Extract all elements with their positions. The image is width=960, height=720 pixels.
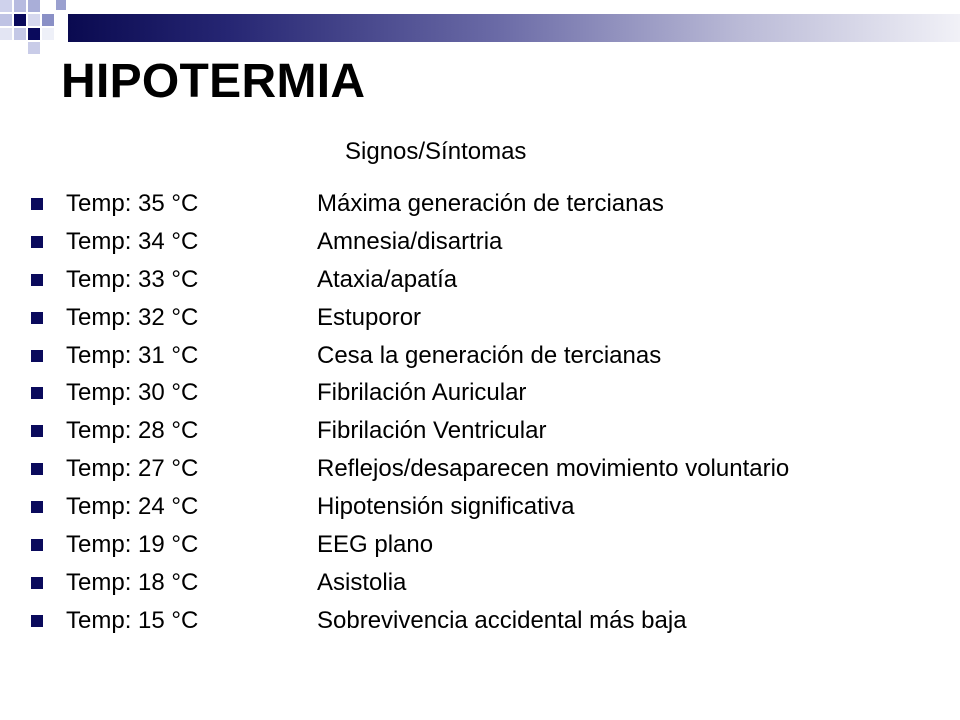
list-item [0, 605, 960, 643]
symptom-text: Ataxia/apatía [317, 265, 458, 293]
symptom-text: Cesa la generación de tercianas [317, 341, 662, 369]
slide-subtitle: Signos/Síntomas [345, 138, 527, 165]
temperature-label: Temp: 34 °C [66, 227, 199, 255]
decor-square [0, 28, 12, 40]
temperature-label: Temp: 24 °C [66, 493, 199, 521]
decor-square [56, 0, 66, 10]
square-bullet-icon [31, 198, 43, 210]
header-gradient-bar [68, 14, 960, 42]
temperature-label: Temp: 18 °C [66, 568, 199, 596]
list-item [0, 377, 960, 415]
square-bullet-icon [31, 615, 43, 627]
symptom-text: Hipotensión significativa [317, 493, 575, 521]
list-item [0, 567, 960, 605]
square-bullet-icon [31, 539, 43, 551]
temperature-label: Temp: 33 °C [66, 265, 199, 293]
symptom-text: Máxima generación de tercianas [317, 190, 664, 217]
decor-square [28, 28, 40, 40]
list-item [0, 415, 960, 453]
decor-square [14, 14, 26, 26]
square-bullet-icon [31, 236, 43, 248]
decor-square [28, 42, 40, 54]
temperature-label: Temp: 28 °C [66, 417, 199, 445]
symptom-text: Fibrilación Ventricular [317, 417, 547, 445]
temperature-label: Temp: 27 °C [66, 455, 199, 483]
square-bullet-icon [31, 312, 43, 324]
symptom-text: Amnesia/disartria [317, 227, 503, 255]
list-item [0, 453, 960, 491]
square-bullet-icon [31, 350, 43, 362]
symptom-text: EEG plano [317, 531, 434, 559]
square-bullet-icon [31, 387, 43, 399]
list-item [0, 491, 960, 529]
decor-square [0, 0, 12, 12]
list-item [0, 529, 960, 567]
decor-square [28, 0, 40, 12]
list-item [0, 340, 960, 378]
symptom-text: Fibrilación Auricular [317, 379, 527, 407]
list-item [0, 302, 960, 340]
square-bullet-icon [31, 577, 43, 589]
temperature-label: Temp: 31 °C [66, 341, 199, 369]
temperature-label: Temp: 32 °C [66, 303, 199, 331]
square-bullet-icon [31, 274, 43, 286]
temperature-label: Temp: 35 °C [66, 190, 199, 217]
decor-square [14, 0, 26, 12]
symptom-list [0, 188, 960, 643]
temperature-label: Temp: 15 °C [66, 606, 199, 634]
temperature-label: Temp: 30 °C [66, 379, 199, 407]
decor-square [28, 14, 40, 26]
decor-square [42, 14, 54, 26]
list-item [0, 264, 960, 302]
square-bullet-icon [31, 501, 43, 513]
list-item [0, 188, 960, 226]
list-item [0, 226, 960, 264]
slide-title: HIPOTERMIA [61, 55, 366, 108]
temperature-label: Temp: 19 °C [66, 531, 199, 559]
symptom-text: Reflejos/desaparecen movimiento voluntario [317, 455, 790, 483]
square-bullet-icon [31, 463, 43, 475]
decor-square [14, 28, 26, 40]
square-bullet-icon [31, 425, 43, 437]
decor-square [42, 28, 54, 40]
decor-square [0, 14, 12, 26]
symptom-text: Asistolia [317, 568, 407, 596]
symptom-text: Sobrevivencia accidental más baja [317, 606, 687, 634]
symptom-text: Estuporor [317, 303, 422, 331]
